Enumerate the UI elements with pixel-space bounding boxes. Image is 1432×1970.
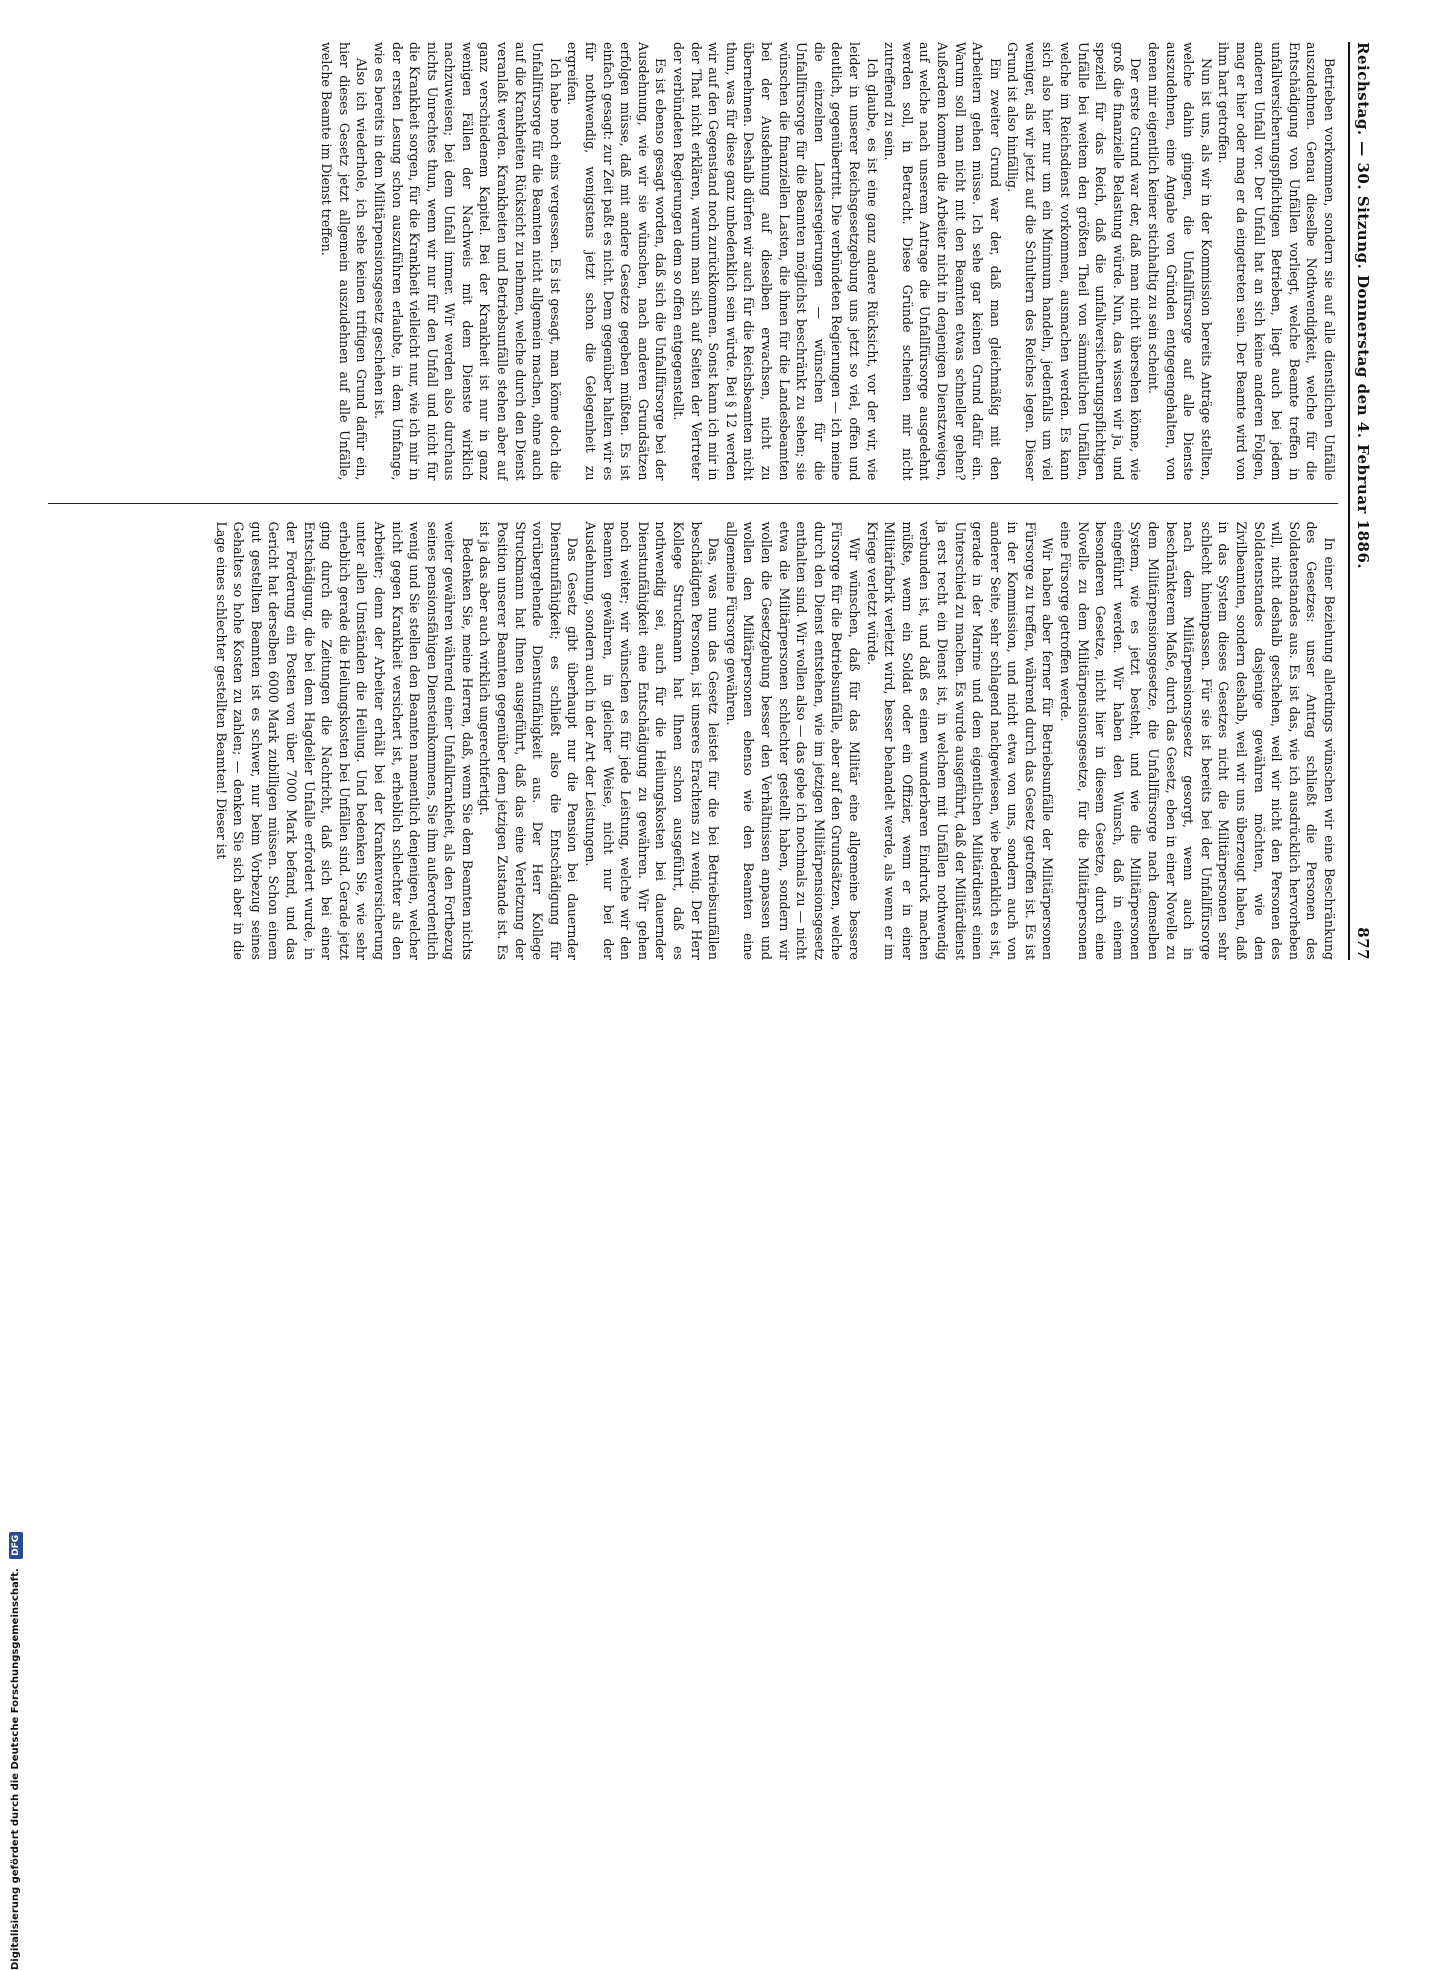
header-title: Reichstag. — 30. Sitzung. Donnerstag den 4. Februar 1886. [1354, 42, 1372, 570]
paragraph: Das Gesetz gibt überhaupt nur die Pension bei dauernder Dienstunfähigkeit; es schließt also die Entschädigung für vorübergehende Dienstunfähigkeit aus. Der Herr Kollege Struckmann hat Ihnen ausgeführt, daß das eine Verletzung der Position unserer Beamten gegenüber dem jetzigen Zustande ist. Es ist ja das aber auch wirklich ungerechtfertigt. [477, 521, 581, 960]
paragraph: Der erste Grund war der, daß man nicht übersehen könne, wie groß die finanzielle Belastung würde. Nun, das wissen wir ja, und speziell für das Reich, daß die unfallversicherungspflichtigen Unfälle bei weitem den größten Theil von sämmtlichen Unfällen, welche im Reichsdienst vorkommen, ausmachen werden. Es kann sich also hier nur um ein Minimum handeln, jedenfalls um viel weniger, als wir jetzt auf die Schultern des Reiches legen. Dieser Grund ist also hinfällig. [1005, 42, 1144, 481]
footer-credit-text: Digitalisierung gefördert durch die Deutsche Forschungsgemeinschaft. [10, 1568, 21, 1970]
page-number: 877 [1354, 927, 1372, 960]
paragraph: Bedenken Sie, meine Herren, daß, wenn Sie dem Beamten nichts weiter gewähren während einer Unfallkrankheit, als den Fortbezug seines pensionsfähigen Diensteinkommens, Sie ihm außerordentlich wenig und Sie stellen den Beamten namentlich denjenigen, welcher nicht gegen Krankheit versichert ist, erheblich schlechter als den Arbeiter; denn der Arbeiter erhält bei der Krankenversicherung unter allen Umständen die Heilung. Und bedenken Sie, wie sehr erheblich gerade die Heilungskosten bei Unfällen sind. Gerade jetzt ging durch die Zeitungen die Nachricht, daß sich bei einer Entschädigung, die bei dem Hagdeiler Unfalle erfordert wurde, in der Forderung ein Posten von über 7000 Mark befand, und das Gericht hat derselben 6000 Mark zubilligen müssen. Schon einem gut gestellten Beamten ist es schwer, nur beim Vorbezug seines Gehaltes so hohe Kosten zu zahlen; — denken Sie sich aber in die Lage eines schlechter gestellten Beamten! Dieser ist [213, 521, 475, 960]
paragraph: Ein zweiter Grund war der, daß man gleichmäßig mit den Arbeitern gehen müsse. Ich sehe gar keinen Grund dafür ein. Warum soll man nicht mit den Beamten etwas schneller gehen? Außerdem kommen die Arbeiter nicht in denjenigen Dienstzweigen, auf welche nach unserem Antrage die Unfallfürsorge ausgedehnt werden soll, in Betracht. Diese Gründe scheinen mir nicht zutreffend zu sein. [882, 42, 1003, 481]
paragraph: Ich glaube, es ist eine ganz andere Rücksicht, vor der wir, wie leider in unserer Reichsgesetzgebung uns jetzt so viel, offen und deutlich, gegenübertritt. Die verbündeten Regierungen — ich meine die einzelnen Landesregierungen — wünschen für die Unfallfürsorge für die Beamten möglichst beschränkt zu sehen; sie wünschen die finanziellen Lasten, die ihnen für die Landesbeamten bei der Ausdehnung auf dieselben erwachsen, nicht zu übernehmen. Deshalb dürfen wir auch für die Reichsbeamten nicht thun, was für diese ganz unbedenklich sein würde. Bei § 12 werden wir auf den Gegenstand noch zurückkommen. Sonst kann ich mir in der That nicht erklären, warum man sich auf Seiten der Vertreter der verbündeten Regierungen dem so offen entgegenstellt. [671, 42, 880, 481]
paragraph: Also ich wiederhole, ich sehe keinen triftigen Grund dafür ein, hier dieses Gesetz jetzt allgemein auszudehnen auf alle Unfälle, welche Beamte im Dienst treffen. [319, 42, 370, 481]
paragraph: Betrieben vorkommen, sondern sie auf alle dienstlichen Unfälle auszudehnen. Genau dieselbe Nothwendigkeit, welche für die Entschädigung von Unfällen vorliegt, welche Beamte treffen in unfallversicherungspflichtigen Betrieben, liegt auch bei jedem anderen Unfall vor. Der Unfall hat an sich keine anderen Folgen, mag er hier oder mag er da eingetreten sein. Der Beamte wird von ihm hart getroffen. [1216, 42, 1337, 481]
left-column [48, 42, 1338, 481]
footer-credit [6, 970, 26, 1970]
paragraph: Das, was nun das Gesetz leistet für die bei Betriebsunfällen beschädigten Personen, ist unseres Erachtens zu wenig. Der Herr Kollege Struckmann hat Ihnen schon ausgeführt, daß es nothwendig sei, auch für die Heilungskosten bei dauernder Dienstunfähigkeit eine Entschädigung zu gewähren. Wir gehen noch weiter; wir wünschen es für jede Leistung, welche wir den Beamten gewähren, in gleicher Weise, nicht nur bei der Ausdehnung, sondern auch in der Art der Leistungen. [583, 521, 722, 960]
paragraph: Wir wünschen, daß für das Militär eine allgemeine bessere Fürsorge für die Betriebsunfälle, aber auf den Grundsätzen, welche durch den Dienst entstehen, wie im jetzigen Militärpensionsgesetz enthalten sind. Wir wollen also — das gebe ich nochmals zu — nicht etwa die Militärpersonen schlechter gestellt haben, sondern wir wollen die Gesetzgebung besser den Verhältnissen anpassen und wollen den Militärpersonen ebenso wie den Beamten eine allgemeine Fürsorge gewähren. [723, 521, 862, 960]
right-column [48, 503, 1338, 961]
page-header [1348, 42, 1372, 960]
footer-strip [4, 0, 24, 1970]
rotated-page [0, 0, 1400, 1000]
paragraph: Ich habe noch eins vergessen. Es ist gesagt, man könne doch die Unfallfürsorge für die Beamten nicht allgemein machen, ohne auch auf die Krankheiten Rücksicht zu nehmen, welche durch den Dienst veranlaßt werden. Krankheiten und Betriebsunfälle stehen aber auf ganz verschiedenem Kapitel. Bei der Krankheit ist nur in ganz wenigen Fällen der Nachweis mit dem Dienste wirklich nachzuweisen; bei dem Unfall immer. Wir werden also durchaus nichts Unrechtes thun, wenn wir nur für den Unfall und nicht für die Krankheit sorgen, für die Krankheit vielleicht nur, wie ich mir in der ersten Lesung schon auszuführen erlaubte, in dem Umfange, wie es bereits in dem Militärpensionsgesetz geschehen ist. [371, 42, 563, 481]
text-columns [48, 42, 1338, 960]
dfg-logo: DFG [9, 1532, 23, 1559]
paragraph: Es ist ebenso gesagt worden, daß sich die Unfallfürsorge bei der Ausdehnung, wie wir sie wünschen, nach anderen Grundsätzen erfolgen müsse, daß mit andere Gesetze gegeben müßten. Es ist einfach gesagt: zur Zeit paßt es nicht. Dem gegenüber halten wir es für nothwendig, wenigstens jetzt schon die Gelegenheit zu ergreifen. [565, 42, 669, 481]
paragraph: In einer Beziehung allerdings wünschen wir eine Beschränkung des Gesetzes: unser Antrag schließt die Personen des Soldatenstandes aus. Es ist das, wie ich ausdrücklich hervorheben will, nicht deshalb geschehen, weil wir nicht den Personen des Soldatenstandes dasjenige gewähren möchten, wie den Zivilbeamten, sondern deshalb, weil wir uns überzeugt haben, daß in das System dieses Gesetzes nicht die Militärpersonen sehr schlecht hineinpassen. Für sie ist bereits bei der Unfallfürsorge nach dem Militärpensionsgesetz gesorgt, wenn auch in beschränkterem Maße, durch das Gesetz, eben in einer Novelle zu dem Militärpensionsgesetze, die Unfallfürsorge nach demselben System, wie es jetzt besteht, und wie die Militärpersonen eingeführt werden. Wir haben den Wunsch, daß in einem besonderen Gesetze, nicht hier in diesem Gesetze, durch eine Novelle zu dem Militärpensionsgesetze, für die Militärpersonen eine Fürsorge getroffen werde. [1058, 521, 1337, 960]
paragraph: Nun ist uns, als wir in der Kommission bereits Anträge stellten, welche dahin gingen, die Unfallfürsorge auf alle Dienste auszudehnen, eine Angabe von Gründen entgegengehalten, von denen mir eigentlich keiner stichhaltig zu sein scheint. [1146, 42, 1214, 481]
paragraph: Wir haben aber ferner für Betriebsunfälle der Militärpersonen Fürsorge zu treffen, während durch das Gesetz getroffen ist. Es ist in der Kommission, und nicht etwa von uns, sondern auch von anderer Seite, sehr schlagend nachgewiesen, wie bedenklich es ist, gerade in der Marine und dem eigentlichen Militärdienst einen Unterschied zu machen. Es wurde ausgeführt, daß der Militärdienst ja erst recht ein Dienst ist, in welchem mit Unfällen nothwendig verbunden ist, und daß es einen wunderbaren Eindruck machen müßte, wenn ein Soldat oder ein Offizier, wenn er in einer Militärfabrik verletzt wird, besser behandelt werde, als wenn er im Kriege verletzt würde. [864, 521, 1056, 960]
